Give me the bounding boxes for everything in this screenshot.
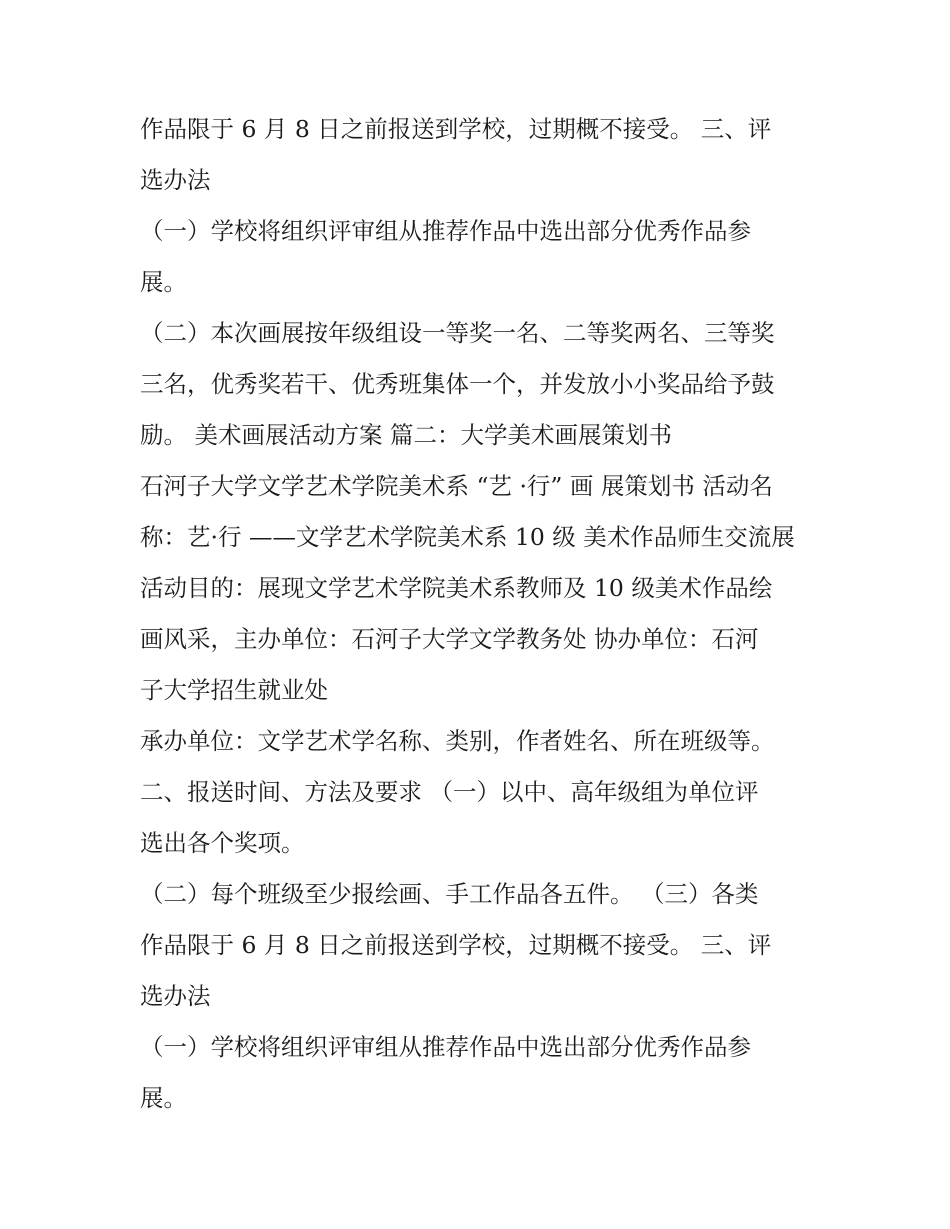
text-line-3: （一）学校将组织评审组从推荐作品中选出部分优秀作品参	[140, 217, 751, 245]
body-text	[140, 104, 830, 1124]
text-line-10: 活动目的：展现文学艺术学院美术系教师及 10 级美术作品绘	[140, 574, 773, 602]
text-line-16: （二）每个班级至少报绘画、手工作品各五件。 （三）各类	[140, 880, 759, 908]
text-line-7: 励。 美术画展活动方案 篇二：大学美术画展策划书	[140, 421, 672, 449]
text-line-14: 二、报送时间、方法及要求 （一）以中、高年级组为单位评	[140, 778, 759, 806]
text-line-11: 画风采，主办单位：石河子大学文学教务处 协办单位：石河	[140, 625, 759, 653]
text-line-15: 选出各个奖项。	[140, 829, 305, 857]
text-line-4: 展。	[140, 268, 187, 296]
text-line-1: 作品限于 6 月 8 日之前报送到学校，过期概不接受。 三、评	[140, 115, 772, 143]
text-line-6: 三名，优秀奖若干、优秀班集体一个，并发放小小奖品给予鼓	[140, 370, 775, 398]
text-line-13: 承办单位：文学艺术学名称、类别，作者姓名、所在班级等。	[140, 727, 775, 755]
text-line-2: 选办法	[140, 166, 211, 194]
text-line-17: 作品限于 6 月 8 日之前报送到学校，过期概不接受。 三、评	[140, 931, 772, 959]
text-line-19: （一）学校将组织评审组从推荐作品中选出部分优秀作品参	[140, 1033, 751, 1061]
text-line-18: 选办法	[140, 982, 211, 1010]
text-line-9: 称：艺·行 ——文学艺术学院美术系 10 级 美术作品师生交流展	[140, 523, 795, 551]
text-line-20: 展。	[140, 1084, 187, 1112]
text-line-12: 子大学招生就业处	[140, 676, 328, 704]
text-line-8: 石河子大学文学艺术学院美术系 “艺 ·行” 画 展策划书 活动名	[140, 472, 773, 500]
text-line-5: （二）本次画展按年级组设一等奖一名、二等奖两名、三等奖	[140, 319, 775, 347]
